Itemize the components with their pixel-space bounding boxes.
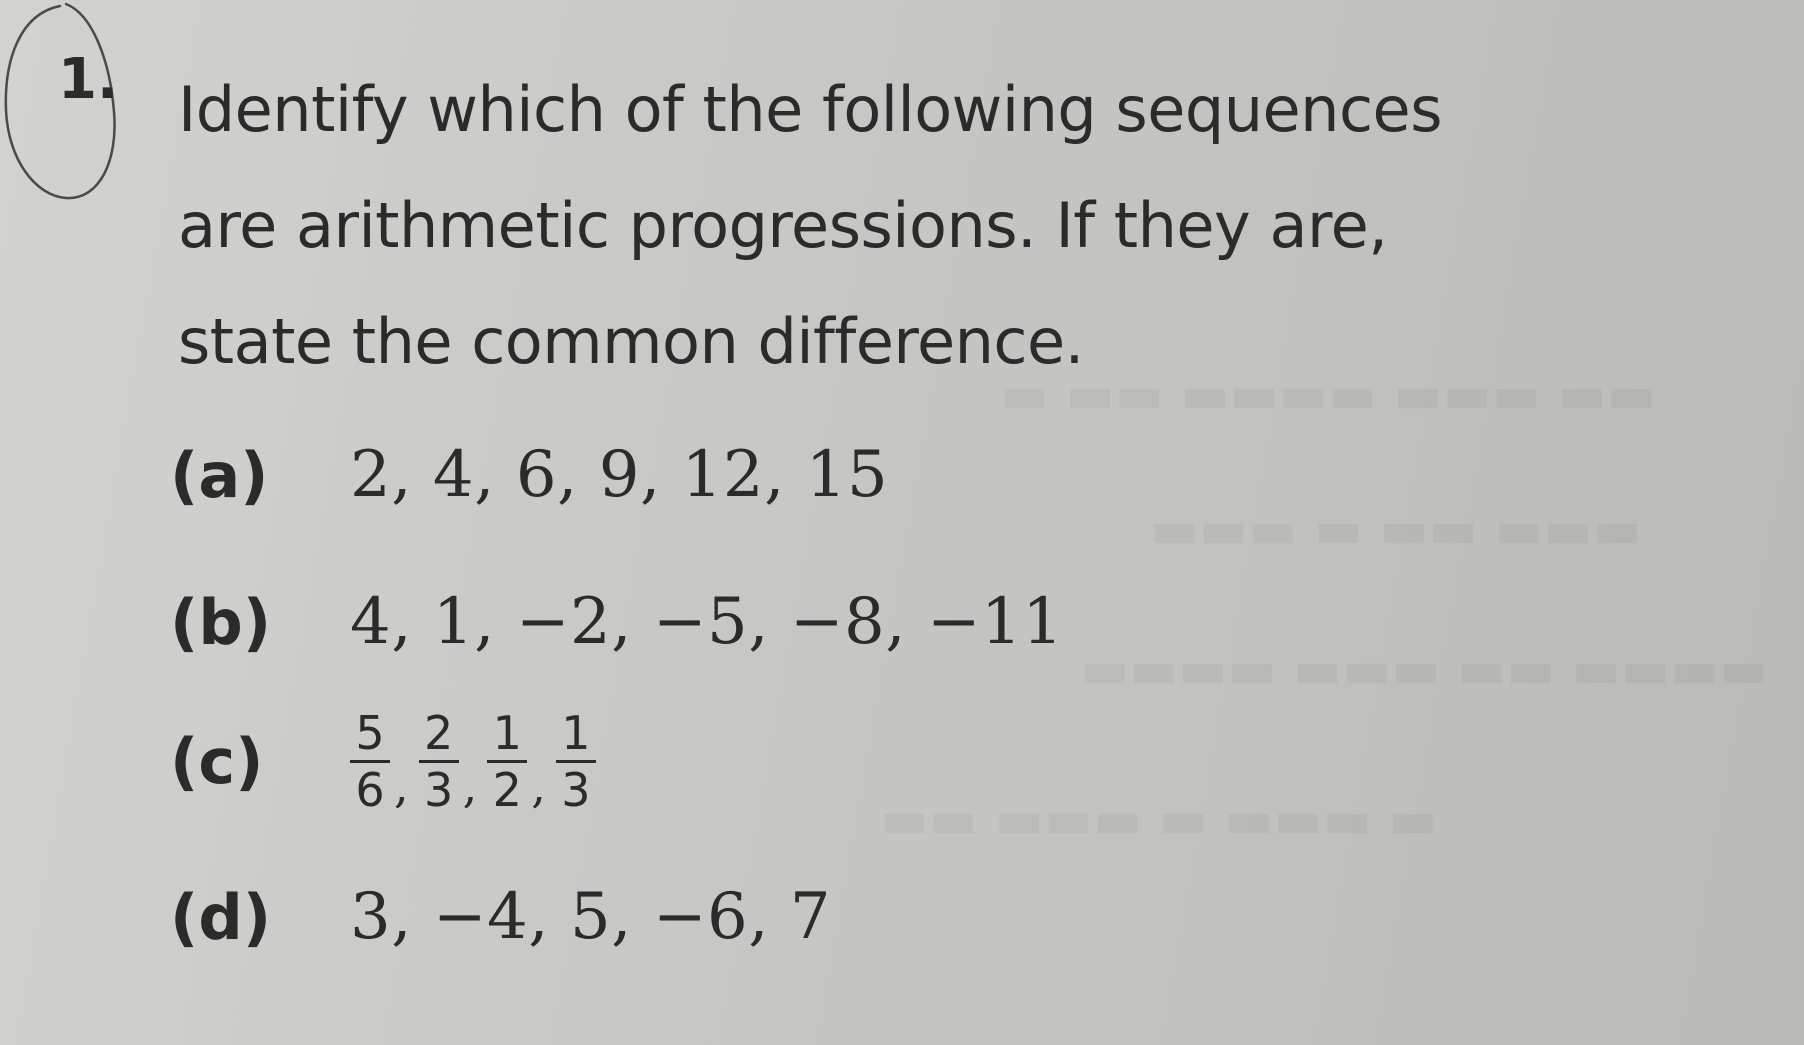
denominator: 3 bbox=[561, 763, 591, 817]
part-label: (a) bbox=[170, 438, 269, 512]
fraction bbox=[419, 706, 459, 817]
separator: , bbox=[531, 758, 546, 813]
part-label: (b) bbox=[170, 585, 272, 659]
prompt-line: state the common difference. bbox=[178, 305, 1084, 378]
separator: , bbox=[394, 758, 409, 813]
sequence: 2, 4, 6, 9, 12, 15 bbox=[350, 438, 889, 512]
page-show-through: ▬▬▬▬ ▬▬ ▬▬▬ ▬▬▬▬ bbox=[1080, 640, 1769, 700]
page-show-through: ▬▬▬ ▬▬ ▬ ▬▬▬ bbox=[1150, 500, 1642, 560]
numerator: 2 bbox=[423, 706, 454, 760]
sequence: 3, −4, 5, −6, 7 bbox=[350, 880, 832, 954]
separator: , bbox=[462, 758, 478, 813]
part-label: (d) bbox=[170, 880, 272, 954]
part-d bbox=[170, 880, 831, 954]
numerator: 1 bbox=[561, 706, 591, 760]
numerator: 1 bbox=[492, 706, 522, 760]
prompt-line: Identify which of the following sequences bbox=[178, 73, 1443, 146]
page-show-through: ▬▬ ▬▬▬ ▬▬▬▬ ▬▬ ▬ bbox=[1000, 365, 1656, 425]
part-a bbox=[170, 438, 888, 512]
question-number: 1. bbox=[58, 47, 119, 112]
denominator: 3 bbox=[423, 763, 454, 817]
fraction bbox=[487, 706, 527, 817]
fraction-sequence bbox=[350, 706, 596, 817]
prompt-line: are arithmetic progressions. If they are, bbox=[178, 189, 1388, 262]
denominator: 2 bbox=[492, 763, 522, 817]
numerator: 5 bbox=[355, 706, 385, 760]
part-label: (c) bbox=[170, 725, 264, 798]
part-b bbox=[170, 585, 1063, 659]
denominator: 6 bbox=[355, 763, 385, 817]
fraction bbox=[350, 706, 390, 817]
page-show-through: ▬ ▬▬▬ ▬ ▬▬▬ ▬▬ bbox=[880, 790, 1438, 850]
question-prompt bbox=[178, 52, 1778, 400]
part-c bbox=[170, 706, 596, 817]
sequence: 4, 1, −2, −5, −8, −11 bbox=[350, 585, 1064, 659]
fraction bbox=[556, 706, 596, 817]
